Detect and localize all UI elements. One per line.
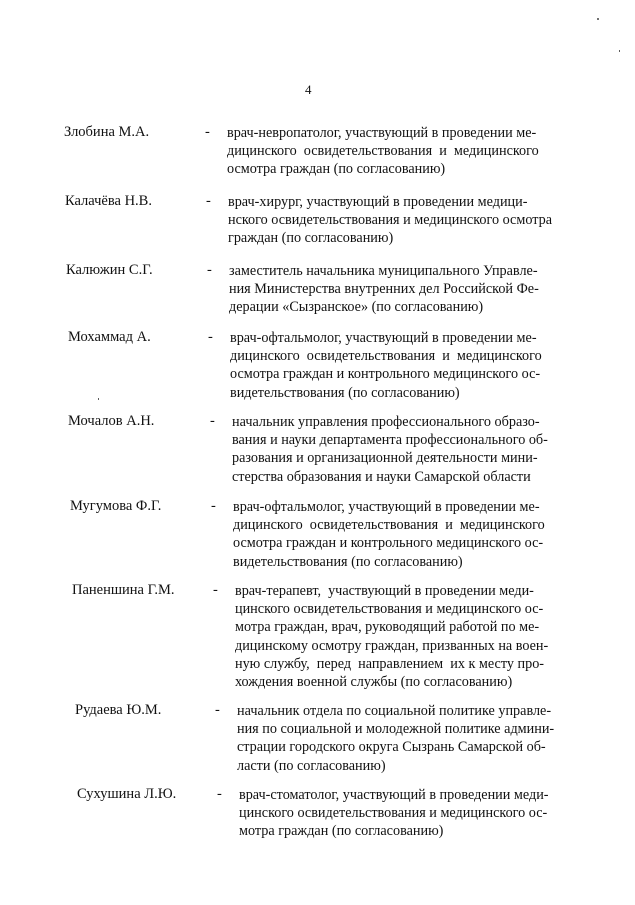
scan-speck <box>597 18 599 20</box>
person-name: Рудаева Ю.М. <box>75 702 162 718</box>
person-name: Мохаммад А. <box>68 329 151 345</box>
separator-dash: - <box>205 124 210 140</box>
position-description: врач-офтальмолог, участвующий в проведении ме- дицинского освидетельствования и медицинского осмотра граждан и контрольного медицинского ос- видетельствования (по согласованию) <box>233 499 545 570</box>
separator-dash: - <box>210 413 215 429</box>
separator-dash: - <box>207 262 212 278</box>
person-name: Мугумова Ф.Г. <box>70 498 162 514</box>
person-name: Злобина М.А. <box>64 124 150 140</box>
position-description: врач-невропатолог, участвующий в проведении ме- дицинского освидетельствования и медицинского осмотра граждан (по согласованию) <box>227 125 539 178</box>
position-description: врач-стоматолог, участвующий в проведении меди- цинского освидетельствования и медицинского ос- мотра граждан (по согласованию) <box>239 787 549 840</box>
position-description: врач-терапевт, участвующий в проведении меди- цинского освидетельствования и медицинского ос- мотра граждан, врач, руководящий работой по ме- дицинскому осмотру граждан, призванных на воен- ную службу, перед направлением их к месту про- хождения военной службы (по согласованию) <box>235 583 549 691</box>
position-description: начальник управления профессионального образо- вания и науки департамента профессионального об- разования и организационной деятельности мини- стерства образования и науки Самарской области <box>232 414 548 485</box>
separator-dash: - <box>208 329 213 345</box>
separator-dash: - <box>215 702 220 718</box>
separator-dash: - <box>217 786 222 802</box>
position-description: заместитель начальника муниципального Управле- ния Министерства внутренних дел Российской Фе- дерации «Сызранское» (по согласованию) <box>229 263 539 316</box>
person-name: Калачёва Н.В. <box>65 193 152 209</box>
person-name: Паненшина Г.М. <box>72 582 175 598</box>
position-description: врач-офтальмолог, участвующий в проведении ме- дицинского освидетельствования и медицинского осмотра граждан и контрольного медицинского ос- видетельствования (по согласованию) <box>230 330 542 401</box>
person-name: Калюжин С.Г. <box>66 262 153 278</box>
person-name: Сухушина Л.Ю. <box>77 786 177 802</box>
separator-dash: - <box>213 582 218 598</box>
position-description: начальник отдела по социальной политике управле- ния по социальной и молодежной политике админи- страции городского округа Сызрань Самарской об- ласти (по согласованию) <box>237 703 555 774</box>
page-number: 4 <box>305 82 312 97</box>
position-description: врач-хирург, участвующий в проведении медици- нского освидетельствования и медицинского осмотра граждан (по согласованию) <box>228 194 552 247</box>
person-name: Мочалов А.Н. <box>68 413 155 429</box>
separator-dash: - <box>206 193 211 209</box>
scan-speck <box>98 398 99 400</box>
separator-dash: - <box>211 498 216 514</box>
scan-speck <box>619 50 620 52</box>
